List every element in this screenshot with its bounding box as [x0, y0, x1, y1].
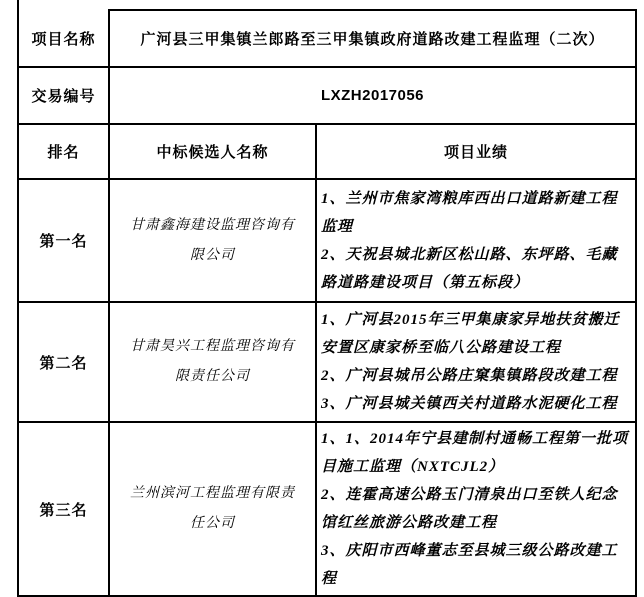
performance-item: 1、兰州市焦家湾粮库西出口道路新建工程监理	[321, 190, 618, 235]
performance-item: 2、天祝县城北新区松山路、东坪路、毛藏路道路建设项目（第五标段）	[321, 246, 618, 291]
performance-item: 3、广河县城关镇西关村道路水泥硬化工程	[321, 396, 618, 412]
performance-item: 2、广河县城吊公路庄窠集镇路段改建工程	[321, 368, 618, 384]
performance-item: 1、1、2014年宁县建制村通畅工程第一批项目施工监理（NXTCJL2）	[321, 431, 629, 475]
candidate-name-second: 甘肃昊兴工程监理咨询有限责任公司	[109, 302, 316, 422]
candidate-row-second	[18, 302, 636, 422]
candidate-name-first: 甘肃鑫海建设监理咨询有限公司	[109, 179, 316, 302]
transaction-id-label: 交易编号	[18, 67, 109, 124]
performance-item: 1、广河县2015年三甲集康家异地扶贫搬迁安置区康家桥至临八公路建设工程	[321, 312, 620, 356]
column-header-row	[18, 124, 636, 179]
transaction-id-row	[18, 67, 636, 124]
project-name-value: 广河县三甲集镇兰郎路至三甲集镇政府道路改建工程监理（二次）	[109, 10, 636, 67]
project-name-row	[18, 10, 636, 67]
performance-cell-third	[316, 422, 636, 596]
performance-column-header: 项目业绩	[316, 124, 636, 179]
rank-cell-second: 第二名	[18, 302, 109, 422]
rank-column-header: 排名	[18, 124, 109, 179]
transaction-id-value: LXZH2017056	[109, 67, 636, 124]
candidate-name-third: 兰州滨河工程监理有限责任公司	[109, 422, 316, 596]
candidate-row-third	[18, 422, 636, 596]
performance-item: 2、连霍高速公路玉门清泉出口至铁人纪念馆红丝旅游公路改建工程	[321, 487, 618, 531]
performance-cell-second	[316, 302, 636, 422]
candidate-row-first	[18, 179, 636, 302]
performance-cell-first	[316, 179, 636, 302]
project-name-label: 项目名称	[18, 10, 109, 67]
rank-cell-first: 第一名	[18, 179, 109, 302]
performance-item: 3、庆阳市西峰董志至县城三级公路改建工程	[321, 543, 618, 587]
rank-cell-third: 第三名	[18, 422, 109, 596]
candidate-column-header: 中标候选人名称	[109, 124, 316, 179]
bid-result-table	[17, 9, 637, 597]
